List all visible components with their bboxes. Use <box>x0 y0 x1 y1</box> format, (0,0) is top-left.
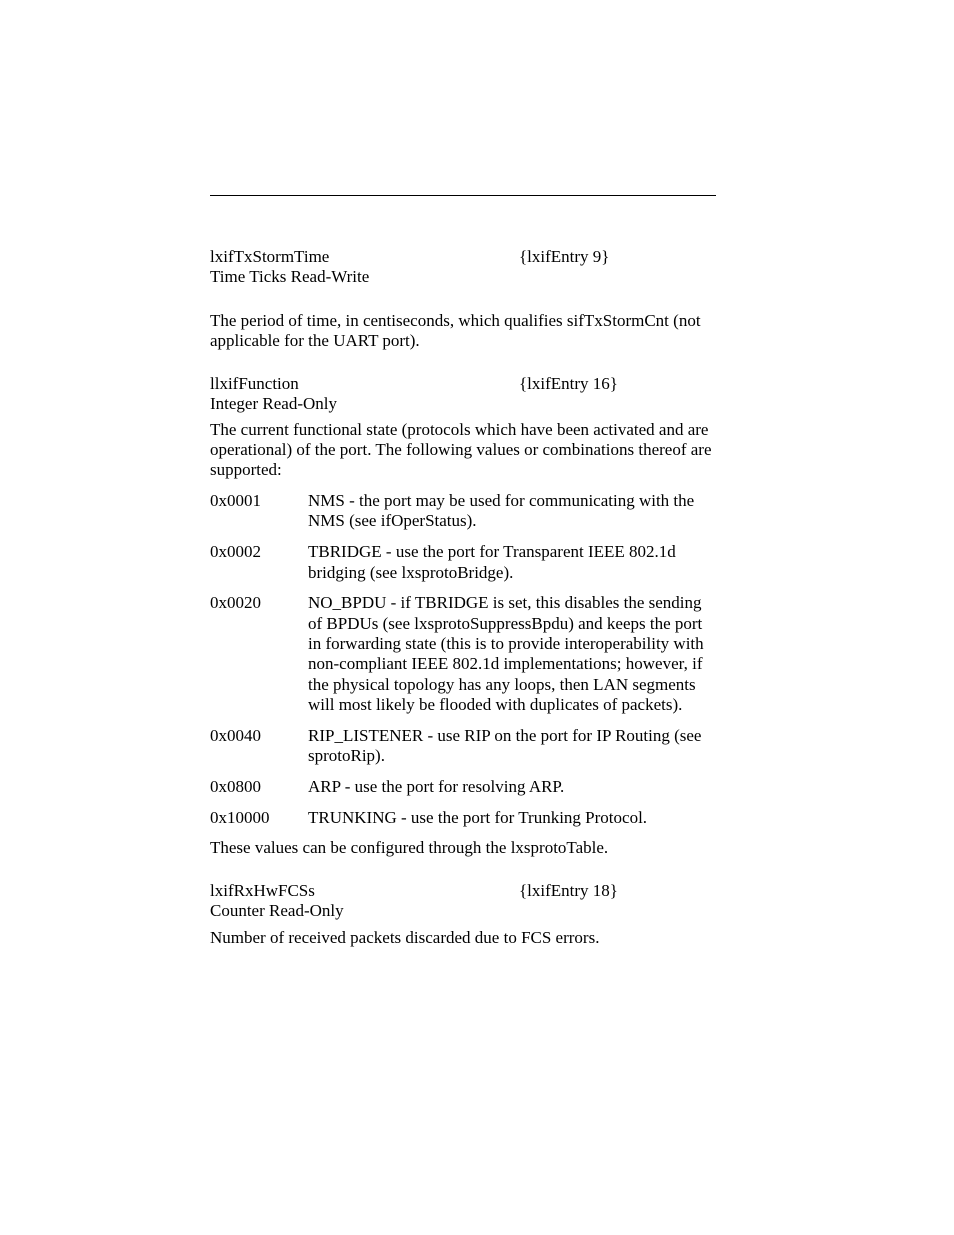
value-row <box>210 593 716 715</box>
value-description: TBRIDGE - use the port for Transparent IEEE 802.1d bridging (see lxsprotoBridge). <box>308 542 676 582</box>
entry-type: Integer Read-Only <box>210 393 337 413</box>
entry-name: llxifFunction <box>210 373 299 393</box>
mib-entry-function <box>210 374 716 859</box>
value-code: 0x10000 <box>210 807 270 827</box>
value-code: 0x0001 <box>210 491 261 511</box>
document-body <box>210 247 716 949</box>
value-code: 0x0800 <box>210 776 261 796</box>
entry-note: These values can be configured through the lxsprotoTable. <box>210 838 609 858</box>
value-description: TRUNKING - use the port for Trunking Protocol. <box>308 807 648 827</box>
value-description: RIP_LISTENER - use RIP on the port for IP Routing (see sprotoRip). <box>308 725 702 765</box>
mib-entry-tx-storm-time <box>210 247 716 351</box>
entry-heading <box>210 881 716 901</box>
entry-heading <box>210 374 716 394</box>
value-description: NO_BPDU - if TBRIDGE is set, this disables the sending of BPDUs (see lxsprotoSuppressBpdu) and keeps the port in forwarding state (this is to provide interoperability with non-compliant IEEE 802.1d implementations; however, if the physical topology has any loops, then LAN segments will most likely be flooded with duplicates of packets). <box>308 593 704 714</box>
value-description: ARP - use the port for resolving ARP. <box>308 776 565 796</box>
entry-oid: {lxifEntry 16} <box>519 373 618 393</box>
entry-description: The period of time, in centiseconds, which qualifies sifTxStormCnt (not applicable for the UART port). <box>210 310 701 350</box>
header-rule <box>210 195 716 196</box>
entry-type: Counter Read-Only <box>210 901 344 921</box>
value-description: NMS - the port may be used for communicating with the NMS (see ifOperStatus). <box>308 491 695 531</box>
entry-description: Number of received packets discarded due to FCS errors. <box>210 928 600 948</box>
value-row <box>210 808 716 828</box>
value-row <box>210 777 716 797</box>
entry-name: lxifTxStormTime <box>210 247 330 266</box>
value-code: 0x0040 <box>210 725 261 745</box>
value-code: 0x0020 <box>210 593 261 613</box>
mib-entry-rx-hw-fcss <box>210 881 716 948</box>
value-code: 0x0002 <box>210 542 261 562</box>
entry-oid: {lxifEntry 9} <box>519 247 610 266</box>
entry-name: lxifRxHwFCSs <box>210 881 315 901</box>
entry-heading <box>210 247 716 267</box>
entry-type: Time Ticks Read-Write <box>210 267 370 287</box>
entry-description: The current functional state (protocols which have been activated and are operational) of the port. The following values or combinations thereof are supported: <box>210 419 712 480</box>
value-row <box>210 542 716 583</box>
entry-oid: {lxifEntry 18} <box>519 881 618 901</box>
value-row <box>210 726 716 767</box>
value-row <box>210 491 716 532</box>
